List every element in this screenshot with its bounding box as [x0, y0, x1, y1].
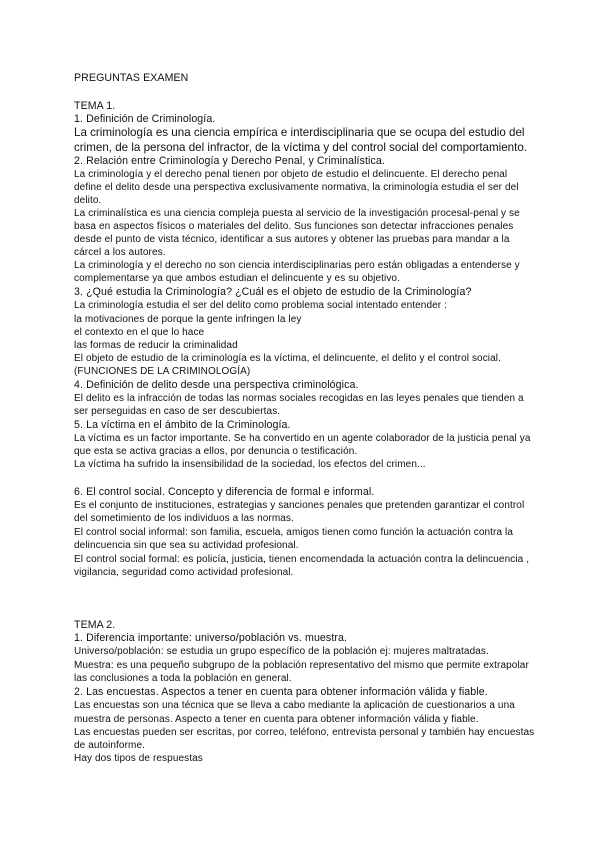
tema1-answer-5-line: La víctima es un factor importante. Se ha convertido en un agente colaborador de la justicia penal ya: [74, 433, 531, 444]
tema1-answer-5-line: La víctima ha sufrido la insensibilidad de la sociedad, los efectos del crimen...: [74, 459, 426, 470]
tema2-answer-1-line: las conclusiones a toda la población en general.: [74, 673, 292, 684]
tema1-answer-2-line: basa en aspectos físicos o materiales del delito. Sus funciones son detectar infracciones penales: [74, 221, 514, 232]
tema1-answer-6-line: Es el conjunto de instituciones, estrategias y sanciones penales que pretenden garantizar el control: [74, 500, 525, 511]
tema1-answer-2-line: delito.: [74, 195, 102, 206]
tema2-answer-1-line: Muestra: es una pequeño subgrupo de la población representativo del mismo que permite extrapolar: [74, 660, 529, 671]
tema1-question-6: 6. El control social. Concepto y diferencia de formal e informal.: [74, 486, 375, 498]
tema1-answer-2-line: La criminología y el derecho penal tienen por objeto de estudio el delincuente. El derecho penal: [74, 169, 508, 180]
tema1-question-2: 2. Relación entre Criminología y Derecho Penal, y Criminalística.: [74, 155, 385, 167]
tema1-answer-4-line: ser perseguidas en caso de ser descubiertas.: [74, 406, 281, 417]
document-title: PREGUNTAS EXAMEN: [74, 72, 189, 84]
tema1-answer-3-line: La criminología estudia el ser del delito como problema social intentado entender :: [74, 300, 447, 311]
tema2-answer-1-line: Universo/población: se estudia un grupo específico de la población ej: mujeres maltratadas.: [74, 646, 489, 657]
tema2-answer-2-line: muestra de personas. Aspecto a tener en cuenta para obtener información válida y fiable.: [74, 714, 479, 725]
tema1-answer-1-line: La criminología es una ciencia empírica e interdisciplinaria que se ocupa del estudio del: [74, 126, 525, 139]
tema1-answer-2-line: cárcel a los autores.: [74, 247, 166, 258]
tema1-answer-2-line: define el delito desde una perspectiva exclusivamente normativa, la criminología estudia el ser del: [74, 182, 519, 193]
tema1-answer-2-line: La criminalística es una ciencia compleja puesta al servicio de la investigación procesal-penal y se: [74, 208, 520, 219]
tema1-answer-2-line: desde el punto de vista técnico, identificar a sus autores y obtener las pruebas para mandar a la: [74, 234, 510, 245]
tema1-answer-6-line: El control social formal: es policía, justicia, tienen encomendada la actuación contra la delincuencia ,: [74, 554, 530, 565]
tema1-heading: TEMA 1.: [74, 100, 116, 112]
tema1-question-5: 5. La víctima en el ámbito de la Criminología.: [74, 419, 291, 431]
tema1-answer-5-line: que esta se activa gracias a ellos, por denuncia o testificación.: [74, 446, 358, 457]
tema1-answer-6-line: El control social informal: son familia, escuela, amigos tienen como función la actuación contra la: [74, 527, 514, 538]
tema2-answer-2-line: Las encuestas son una técnica que se lleva a cabo mediante la aplicación de cuestionarios a una: [74, 700, 515, 711]
tema2-answer-2-line: Hay dos tipos de respuestas: [74, 753, 203, 764]
tema1-answer-6-line: del sometimiento de los individuos a las normas.: [74, 513, 294, 524]
tema1-answer-3-line: el contexto en el que lo hace: [74, 327, 205, 338]
tema1-answer-2-line: La criminología y el derecho no son ciencia interdisciplinarias pero están obligadas a entenderse y: [74, 260, 520, 271]
tema1-answer-2-line: complementarse ya que ambos estudian el delincuente y es su objetivo.: [74, 273, 400, 284]
tema1-answer-3-line: las formas de reducir la criminalidad: [74, 340, 238, 351]
tema1-answer-6-line: vigilancia, seguridad como actividad profesional.: [74, 567, 294, 578]
tema2-question-1: 1. Diferencia importante: universo/población vs. muestra.: [74, 632, 348, 644]
tema1-question-1: 1. Definición de Criminología.: [74, 113, 216, 125]
tema2-answer-2-line: Las encuestas pueden ser escritas, por correo, teléfono, entrevista personal y también hay encuestas: [74, 727, 535, 738]
tema1-answer-6-line: delincuencia sin que sea su actividad profesional.: [74, 540, 299, 551]
tema1-question-3: 3. ¿Qué estudia la Criminología? ¿Cuál es el objeto de estudio de la Criminología?: [74, 286, 472, 298]
tema2-question-2: 2. Las encuestas. Aspectos a tener en cuenta para obtener información válida y fiable.: [74, 686, 488, 698]
tema1-answer-1-line: crimen, de la persona del infractor, de la víctima y del control social del comportamiento.: [74, 141, 528, 154]
tema1-answer-4-line: El delito es la infracción de todas las normas sociales recogidas en las leyes penales que tienden a: [74, 393, 524, 404]
tema2-heading: TEMA 2.: [74, 619, 116, 631]
tema1-answer-3-line: la motivaciones de porque la gente infringen la ley: [74, 314, 302, 325]
tema1-answer-3-line: El objeto de estudio de la criminología es la víctima, el delincuente, el delito y el control social.: [74, 353, 501, 364]
tema1-question-4: 4. Definición de delito desde una perspectiva criminológica.: [74, 379, 359, 391]
tema1-answer-3-line: (FUNCIONES DE LA CRIMINOLOGÍA): [74, 366, 251, 377]
tema2-answer-2-line: de autoinforme.: [74, 740, 145, 751]
